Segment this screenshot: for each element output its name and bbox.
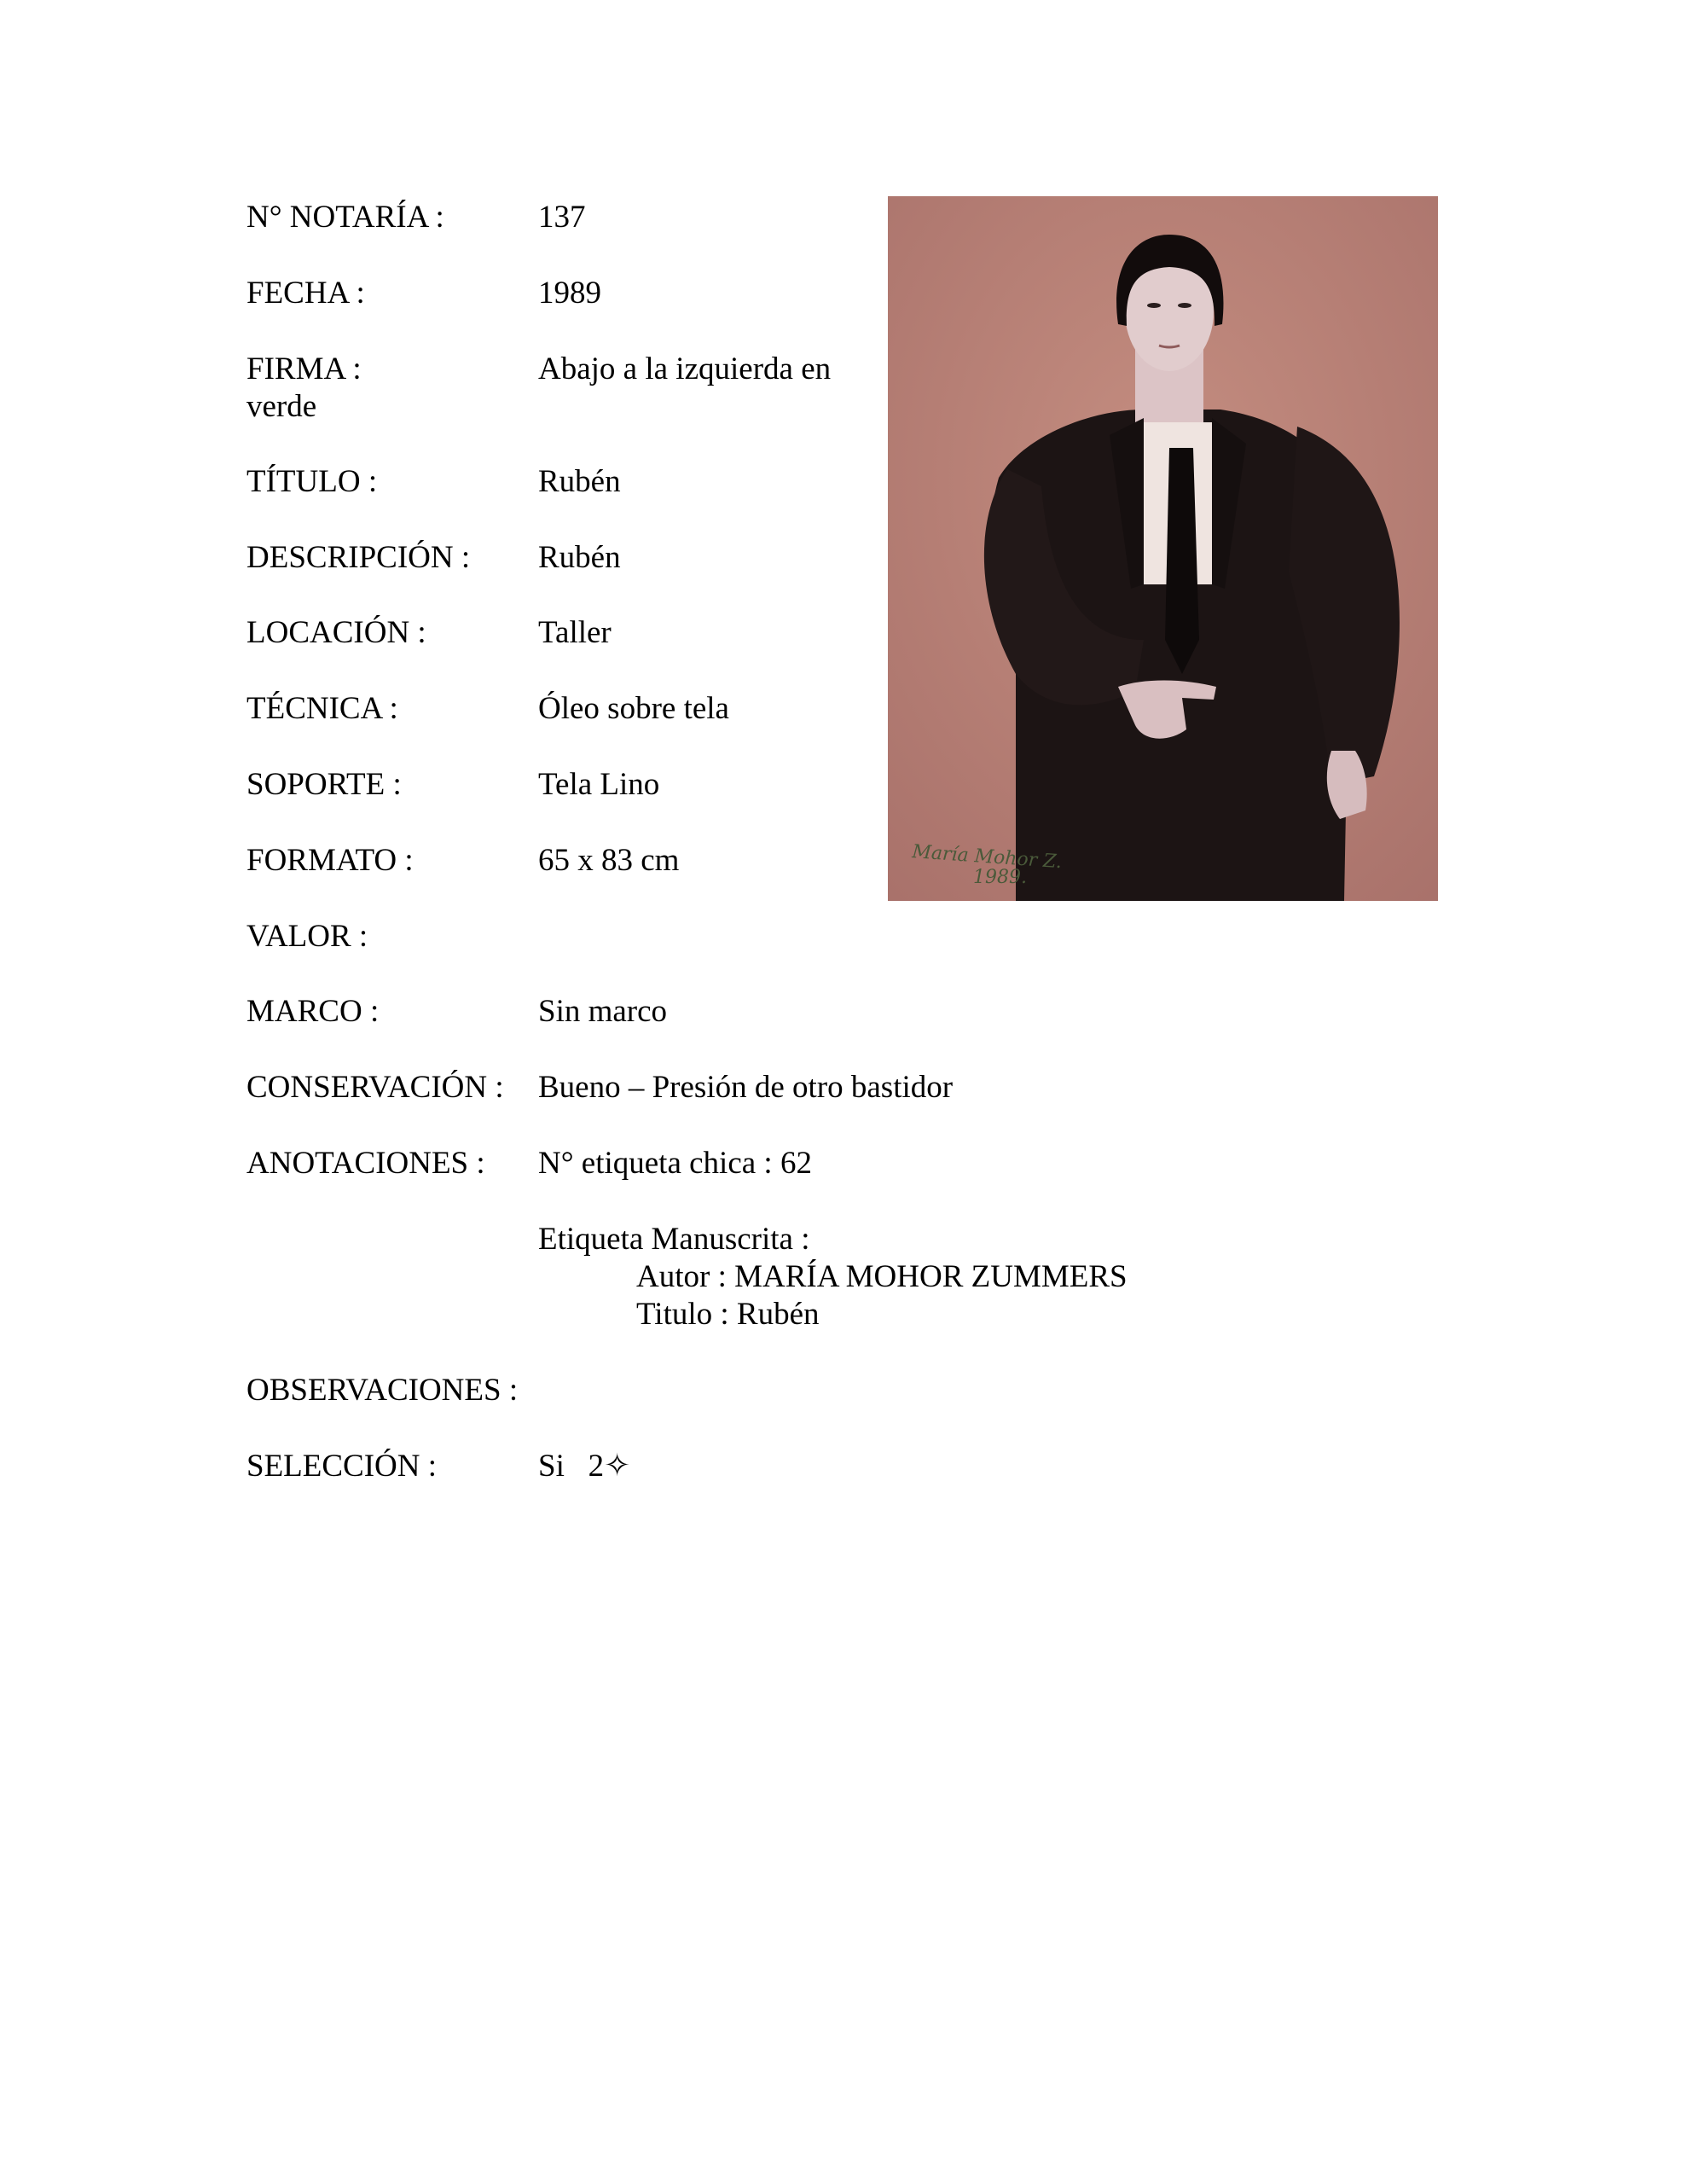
field-label: TÍTULO : <box>246 464 378 499</box>
field-label: VALOR : <box>246 919 368 954</box>
field-value: Si 2✧ <box>538 1449 631 1484</box>
field-label: FORMATO : <box>246 843 414 878</box>
field-value: Sin marco <box>538 994 668 1029</box>
field-value: Óleo sobre tela <box>538 691 729 726</box>
field-value: N° etiqueta chica : 62 <box>538 1146 812 1181</box>
field-label: FIRMA : <box>246 351 362 386</box>
painting-signature-year: 1989. <box>973 867 1027 888</box>
field-label: TÉCNICA : <box>246 691 398 726</box>
field-label: OBSERVACIONES : <box>246 1373 519 1408</box>
painting-eye-right <box>1178 303 1191 308</box>
painting-image <box>888 196 1438 901</box>
field-label: FECHA : <box>246 276 365 311</box>
field-value: 1989 <box>538 276 601 311</box>
field-value: Bueno – Presión de otro bastidor <box>538 1070 954 1105</box>
field-value: Rubén <box>538 540 621 575</box>
field-label: CONSERVACIÓN : <box>246 1070 504 1105</box>
field-value: Taller <box>538 615 612 650</box>
painting-tie <box>1165 448 1199 674</box>
field-value: Abajo a la izquierda en <box>538 351 832 386</box>
painting-eye-left <box>1147 303 1161 308</box>
field-value-continuation: verde <box>246 389 317 424</box>
field-label: LOCACIÓN : <box>246 615 426 650</box>
field-label: MARCO : <box>246 994 380 1029</box>
etiqueta-autor: Autor : MARÍA MOHOR ZUMMERS <box>636 1259 1128 1294</box>
field-value: Tela Lino <box>538 767 660 802</box>
etiqueta-titulo: Titulo : Rubén <box>636 1297 820 1332</box>
field-label: ANOTACIONES : <box>246 1146 485 1181</box>
painting-signature: María Mohor Z. <box>911 841 1063 874</box>
field-label: SOPORTE : <box>246 767 402 802</box>
etiqueta-heading: Etiqueta Manuscrita : <box>538 1222 810 1257</box>
field-label: SELECCIÓN : <box>246 1449 438 1484</box>
field-value: Rubén <box>538 464 621 499</box>
field-label: N° NOTARÍA : <box>246 200 444 235</box>
field-label: DESCRIPCIÓN : <box>246 540 471 575</box>
field-value: 65 x 83 cm <box>538 843 680 878</box>
field-value: 137 <box>538 200 586 235</box>
